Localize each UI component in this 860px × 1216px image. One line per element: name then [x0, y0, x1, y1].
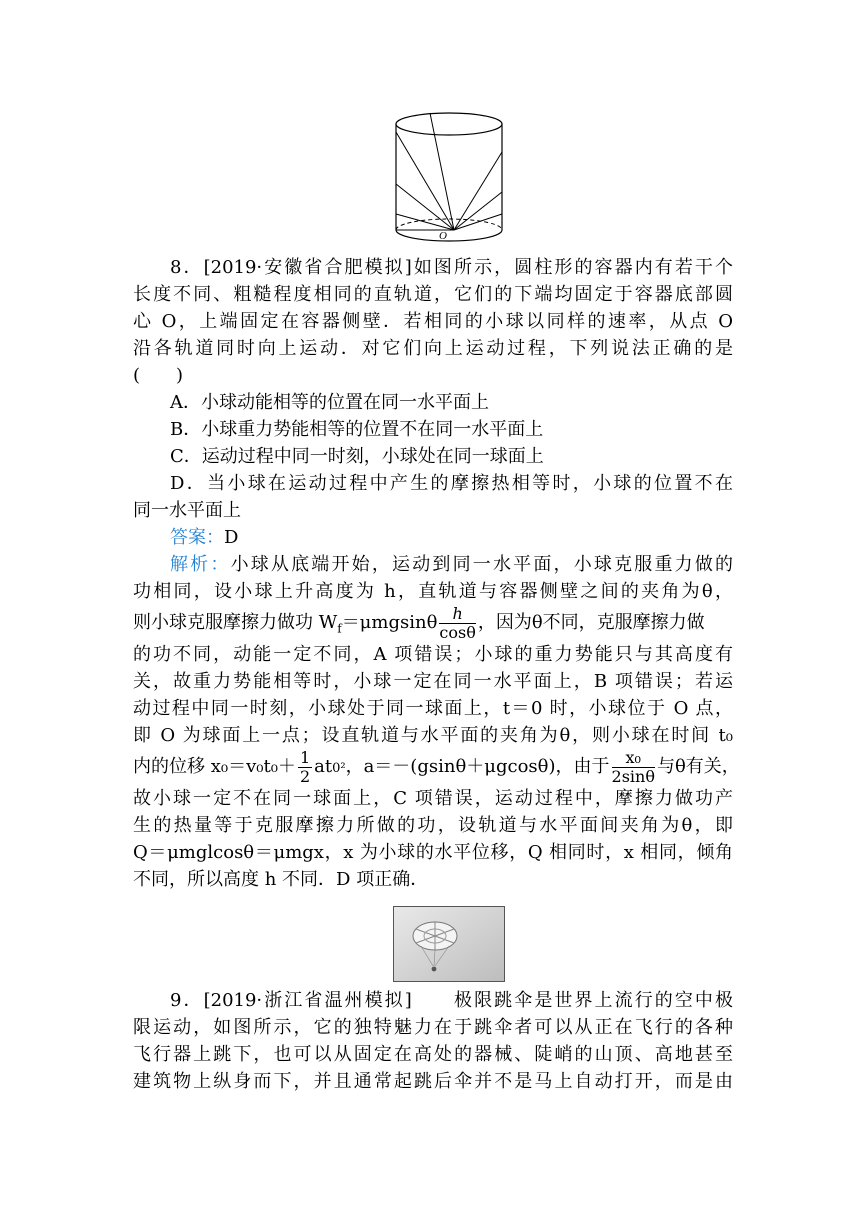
analysis-mid-3: 动过程中同一时刻，小球处于同一球面上，t＝0 时，小球位于 O 点， — [133, 698, 733, 719]
x0-sq: 0² — [332, 761, 346, 776]
analysis-end-4: 不同，所以高度 h 不同．D 项正确． — [133, 869, 429, 890]
wf-post: ，因为θ不同，克服摩擦力做 — [477, 612, 705, 633]
analysis-mid-1: 的功不同，动能一定不同，A 项错误；小球的重力势能只与其高度有 — [133, 644, 733, 665]
analysis-text-1: 小球从底端开始，运动到同一水平面，小球克服重力做的 — [230, 554, 734, 575]
analysis-line-1 — [133, 551, 733, 578]
option-d: D．当小球在运动过程中产生的摩擦热相等时，小球的位置不在 — [170, 473, 733, 494]
analysis-mid-4: 即 O 为球面上一点；设直轨道与水平面的夹角为θ，则小球在时间 t₀ — [133, 725, 733, 746]
analysis-end-2: 生的热量等于克服摩擦力所做的功，设轨道与水平面间夹角为θ，即 — [133, 815, 733, 836]
answer-label: 答案： — [170, 527, 224, 548]
q9-line-4: 建筑物上纵身而下，并且通常起跳后伞并不是马上自动打开，而是由 — [133, 1071, 733, 1092]
wf-mid: ＝μmgsinθ — [341, 612, 438, 633]
answer-value: D — [224, 527, 239, 548]
x0-frac-num: x₀ — [612, 750, 655, 768]
tracks — [396, 113, 502, 230]
analysis-end-3: Q＝μmglcosθ＝μmgx，x 为小球的水平位移，Q 相同时，x 相同，倾角 — [133, 842, 733, 863]
analysis-label: 解析： — [170, 554, 231, 575]
wf-pre: 则小球克服摩擦力做功 W — [133, 612, 338, 633]
x0-post: 与θ有关， — [656, 756, 740, 777]
wf-fraction — [439, 603, 476, 642]
parachute-photo — [393, 906, 505, 982]
q8-line-1: 8．[2019·安徽省合肥模拟]如图所示，圆柱形的容器内有若干个 — [170, 257, 733, 278]
skydiver — [432, 967, 437, 972]
analysis-end-1: 故小球一定不在同一球面上，C 项错误，运动过程中，摩擦力做功产 — [133, 788, 733, 809]
half-num: 1 — [299, 747, 311, 767]
q9-line-1: 9．[2019·浙江省温州模拟] 极限跳伞是世界上流行的空中极 — [170, 990, 733, 1011]
wf-den: cosθ — [439, 622, 476, 642]
q9-line-3: 飞行器上跳下，也可以从固定在高处的器械、陡峭的山顶、高地甚至 — [133, 1044, 733, 1065]
q9-line-2: 限运动，如图所示，它的独特魅力在于跳伞者可以从正在飞行的各种 — [133, 1017, 733, 1038]
q8-line-5: ( ) — [133, 365, 184, 386]
answer — [133, 524, 733, 551]
q8-line-4: 沿各轨道同时向上运动．对它们向上运动过程，下列说法正确的是 — [133, 338, 733, 359]
point-o-label: O — [439, 230, 447, 242]
question-9 — [133, 987, 733, 1095]
parachute-canopy — [413, 922, 457, 950]
x0-mid: ，a＝－(gsinθ＋μgcosθ)，由于 — [345, 756, 610, 777]
option-d-cont: 同一水平面上 — [133, 500, 241, 521]
cylinder-bottom-front — [396, 230, 502, 241]
half-fraction — [298, 747, 312, 786]
option-b: B．小球重力势能相等的位置不在同一水平面上 — [170, 419, 544, 440]
analysis-line-2: 功相同，设小球上升高度为 h，直轨道与容器侧壁之间的夹角为θ， — [133, 581, 733, 602]
x0-pre: 内的位移 x₀＝v₀t₀＋ — [133, 756, 296, 777]
x0-at: at — [314, 756, 333, 777]
x0-fraction — [611, 747, 655, 786]
half-den: 2 — [299, 766, 311, 786]
cylinder-figure — [392, 104, 506, 252]
cylinder-top-rim — [396, 113, 502, 135]
analysis-x0-line — [133, 747, 740, 786]
wf-num: h — [439, 606, 475, 624]
q8-line-3: 心 O，上端固定在容器侧壁．若相同的小球以同样的速率，从点 O — [133, 311, 733, 332]
analysis-mid-2: 关，故重力势能相等时，小球一定在同一水平面上，B 项错误；若运 — [133, 671, 733, 692]
option-c: C．运动过程中同一时刻，小球处在同一球面上 — [170, 446, 544, 467]
analysis-line-3 — [133, 605, 733, 641]
question-8 — [133, 254, 740, 893]
option-a: A．小球动能相等的位置在同一水平面上 — [170, 392, 489, 413]
x0-frac-den: 2sinθ — [611, 766, 655, 786]
wf-sub: f — [337, 621, 342, 636]
q8-line-2: 长度不同、粗糙程度相同的直轨道，它们的下端均固定于容器底部圆 — [133, 284, 733, 305]
